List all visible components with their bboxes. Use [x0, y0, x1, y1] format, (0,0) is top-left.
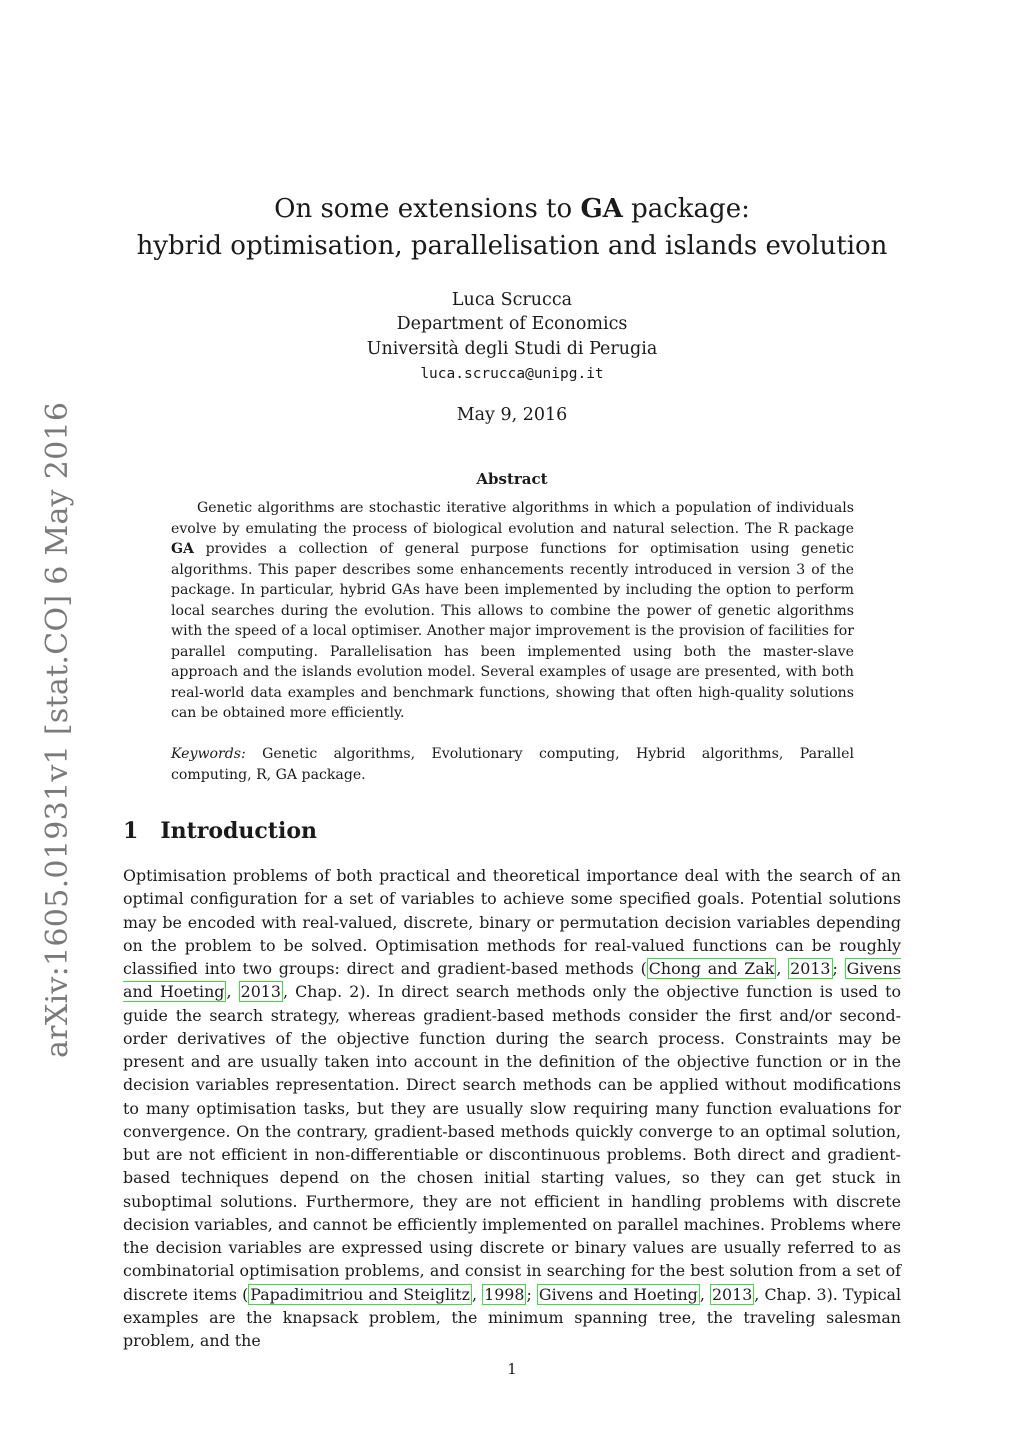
abstract-text-post: provides a collection of general purpose functions for optimisation using genetic algorithms. This paper describes some enhancements recently introduced in version 3 of the package. In particular, hybrid GAs have been implemented by including the option to perform local searches during the evolution. This allows to combine the power of genetic algorithms with the speed of a local optimiser. Another major improvement is the provision of facilities for parallel computing. Parallelisation has been implemented using both the master-slave approach and the islands evolution model. Several examples of usage are presented, with both real-world data examples and benchmark functions, showing that often high-quality solutions can be obtained more efficiently. [171, 541, 854, 721]
keywords-label: Keywords: [171, 746, 246, 762]
citation-link[interactable]: Chong and Zak [648, 959, 775, 978]
title-line-1-post: package: [622, 194, 750, 224]
title-line-2: hybrid optimisation, parallelisation and islands evolution [136, 231, 888, 261]
author-department: Department of Economics [396, 314, 628, 334]
arxiv-identifier-stamp: arXiv:1605.01931v1 [stat.CO] 6 May 2016 [40, 401, 75, 1058]
intro-text-3: , Chap. 3). Typical examples are the knapsack problem, the minimum spanning tree, the traveling salesman problem, and the [123, 1284, 902, 1350]
intro-text-2: , Chap. 2). In direct search methods only the objective function is used to guide the search strategy, whereas gradient-based methods consider the first and/or second-order derivatives of the objective function during the search process. Constraints may be present and are usually taken into account in the definition of the objective function or in the decision variables representation. Direct search methods can be applied without modifications to many optimisation tasks, but they are usually slow requiring many function evaluations for convergence. On the contrary, gradient-based methods quickly converge to an optimal solution, but are not efficient in non-differentiable or discontinuous problems. Both direct and gradient-based techniques depend on the chosen initial starting values, so they can get stuck in suboptimal solutions. Furthermore, they are not efficient in handling problems with discrete decision variables, and cannot be efficiently implemented on parallel machines. Problems where the decision variables are expressed using discrete or binary values are usually referred to as combinatorial optimisation problems, and consist in searching for the best solution from a set of discrete items ( [123, 982, 901, 1304]
author-email[interactable]: luca.scrucca@unipg.it [420, 366, 604, 382]
citation-year-link[interactable]: 2013 [711, 1284, 753, 1304]
intro-text-1: Optimisation problems of both practical and theoretical importance deal with the search of an optimal configuration for a set of variables to achieve some specified goals. Potential solutions may be encoded with real-valued, discrete, binary or permutation decision variables depending on the problem to be solved. Optimisation methods for real-valued functions can be roughly classified into two groups: direct and gradient-based methods ( [123, 866, 901, 978]
citation-link[interactable]: Givens and Hoeting [538, 1284, 698, 1304]
citation-year-link[interactable]: 1998 [484, 1284, 525, 1304]
citation-separator: , [471, 1284, 483, 1304]
citation-link[interactable]: Papadimitriou and Steiglitz [250, 1284, 470, 1304]
citation-separator: , [226, 982, 239, 1002]
title-line-1-pre: On some extensions to [274, 194, 581, 224]
citation-year-link[interactable]: 2013 [240, 982, 281, 1002]
abstract-text-pre: Genetic algorithms are stochastic iterative algorithms in which a population of individuals evolve by emulating the process of biological evolution and natural selection. The R package [171, 500, 854, 537]
citation-separator: , [776, 959, 789, 978]
citation-link[interactable]: Givens and Hoeting [123, 959, 901, 1002]
section-title: Introduction [160, 818, 317, 844]
abstract-body [171, 498, 854, 724]
keywords [171, 744, 854, 785]
author-name: Luca Scrucca [451, 290, 573, 310]
abstract-package-name: GA [171, 541, 194, 557]
citation-separator: ; [832, 959, 845, 978]
title-package-name: GA [580, 194, 623, 224]
section-heading [123, 816, 317, 846]
citation-year-link[interactable]: 2013 [790, 959, 831, 978]
paper-title [0, 191, 1024, 265]
author-university: Università degli Studi di Perugia [366, 339, 658, 359]
title-line-1 [0, 191, 1024, 228]
page-number: 1 [507, 1360, 517, 1378]
section-number: 1 [123, 818, 139, 844]
introduction-paragraph [123, 864, 901, 1352]
paper-date: May 9, 2016 [456, 405, 568, 425]
keywords-text: Genetic algorithms, Evolutionary computing, Hybrid algorithms, Parallel computing, R, GA package. [171, 746, 854, 783]
abstract-heading: Abstract [476, 470, 548, 488]
citation-separator: ; [526, 1284, 537, 1304]
citation-separator: , [699, 1284, 710, 1304]
